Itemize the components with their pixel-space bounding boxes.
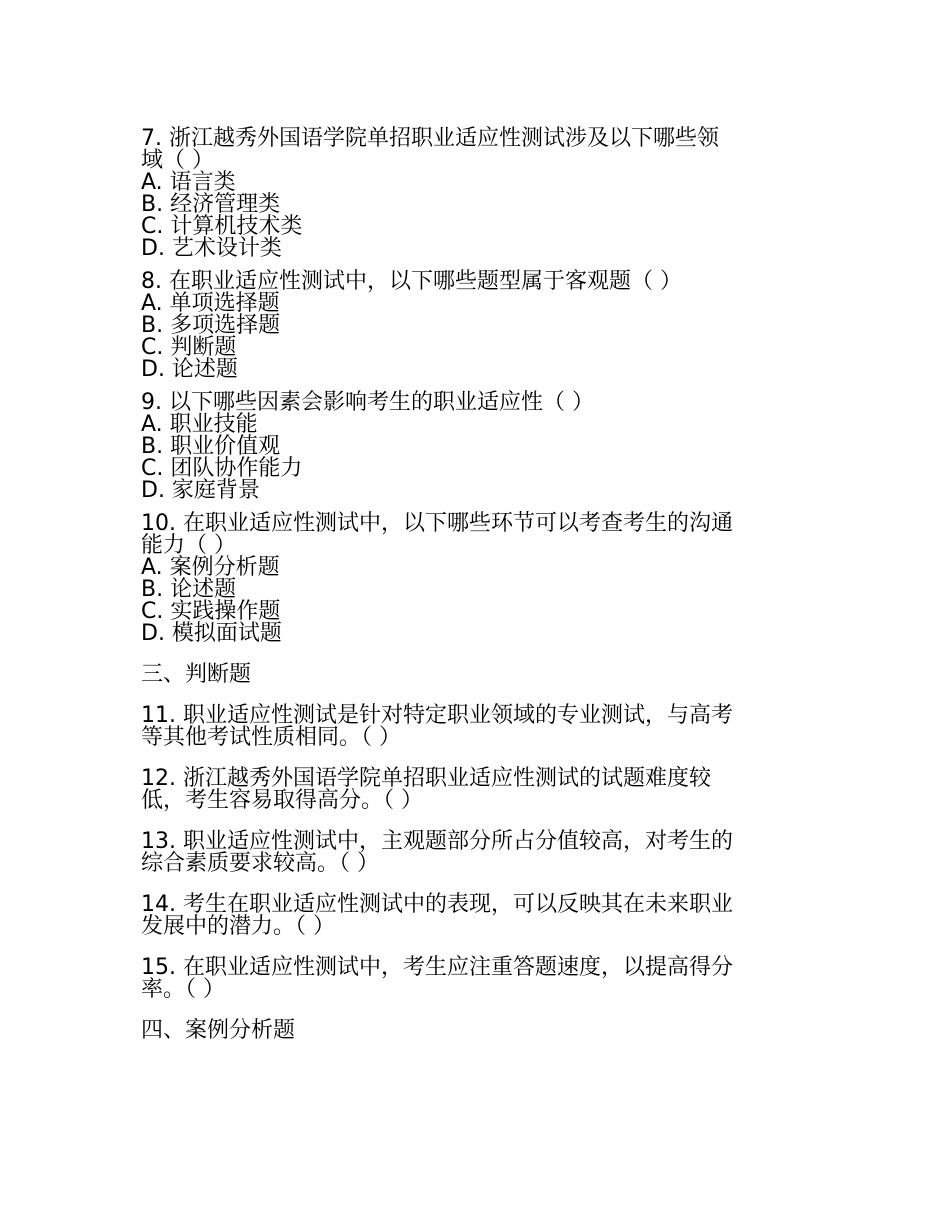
- option-b: B. 职业价值观: [141, 434, 281, 459]
- statement-14: [141, 894, 809, 938]
- option-d: D. 家庭背景: [141, 478, 260, 503]
- option-b: B. 论述题: [141, 577, 237, 602]
- statement-line: 综合素质要求较高。（ ）: [141, 851, 379, 876]
- statement-line: 低，考生容易取得高分。（ ）: [141, 788, 423, 813]
- statement-12: [141, 768, 809, 812]
- option-c: C. 计算机技术类: [141, 214, 303, 239]
- question-stem-line: 10. 在职业适应性测试中，以下哪些环节可以考查考生的沟通: [141, 511, 733, 536]
- option-d: D. 艺术设计类: [141, 236, 282, 261]
- question-stem-line: 7. 浙江越秀外国语学院单招职业适应性测试涉及以下哪些领: [141, 126, 719, 151]
- option-c: C. 实践操作题: [141, 599, 281, 624]
- question-stem-line: 能力（ ）: [141, 533, 236, 558]
- section-heading-case-analysis: 四、案例分析题: [141, 1018, 296, 1043]
- option-c: C. 团队协作能力: [141, 456, 303, 481]
- option-b: B. 经济管理类: [141, 192, 281, 217]
- option-a: A. 案例分析题: [141, 555, 280, 580]
- statement-line: 12. 浙江越秀外国语学院单招职业适应性测试的试题难度较: [141, 766, 711, 791]
- option-a: A. 职业技能: [141, 412, 258, 437]
- statement-15: [141, 957, 809, 1001]
- option-a: A. 语言类: [141, 170, 236, 195]
- statement-13: [141, 831, 809, 875]
- question-stem-line: 8. 在职业适应性测试中，以下哪些题型属于客观题（ ）: [141, 269, 682, 294]
- statement-line: 13. 职业适应性测试中，主观题部分所占分值较高，对考生的: [141, 829, 733, 854]
- question-10: [141, 513, 809, 645]
- option-a: A. 单项选择题: [141, 291, 280, 316]
- option-d: D. 模拟面试题: [141, 621, 282, 646]
- question-8: [141, 271, 809, 381]
- statement-line: 15. 在职业适应性测试中，考生应注重答题速度，以提高得分: [141, 955, 733, 980]
- question-7: [141, 128, 809, 260]
- document-page: [141, 128, 809, 1061]
- statement-line: 等其他考试性质相同。（ ）: [141, 725, 401, 750]
- option-b: B. 多项选择题: [141, 313, 281, 338]
- option-c: C. 判断题: [141, 335, 237, 360]
- question-9: [141, 392, 809, 502]
- question-stem-line: 9. 以下哪些因素会影响考生的职业适应性（ ）: [141, 390, 594, 415]
- statement-line: 11. 职业适应性测试是针对特定职业领域的专业测试，与高考: [141, 703, 733, 728]
- question-stem-line: 域（ ）: [141, 148, 214, 173]
- statement-line: 14. 考生在职业适应性测试中的表现，可以反映其在未来职业: [141, 892, 733, 917]
- section-heading-true-false: 三、判断题: [141, 662, 252, 687]
- statement-11: [141, 705, 809, 749]
- statement-line: 率。（ ）: [141, 977, 225, 1002]
- statement-line: 发展中的潜力。（ ）: [141, 914, 335, 939]
- option-d: D. 论述题: [141, 357, 238, 382]
